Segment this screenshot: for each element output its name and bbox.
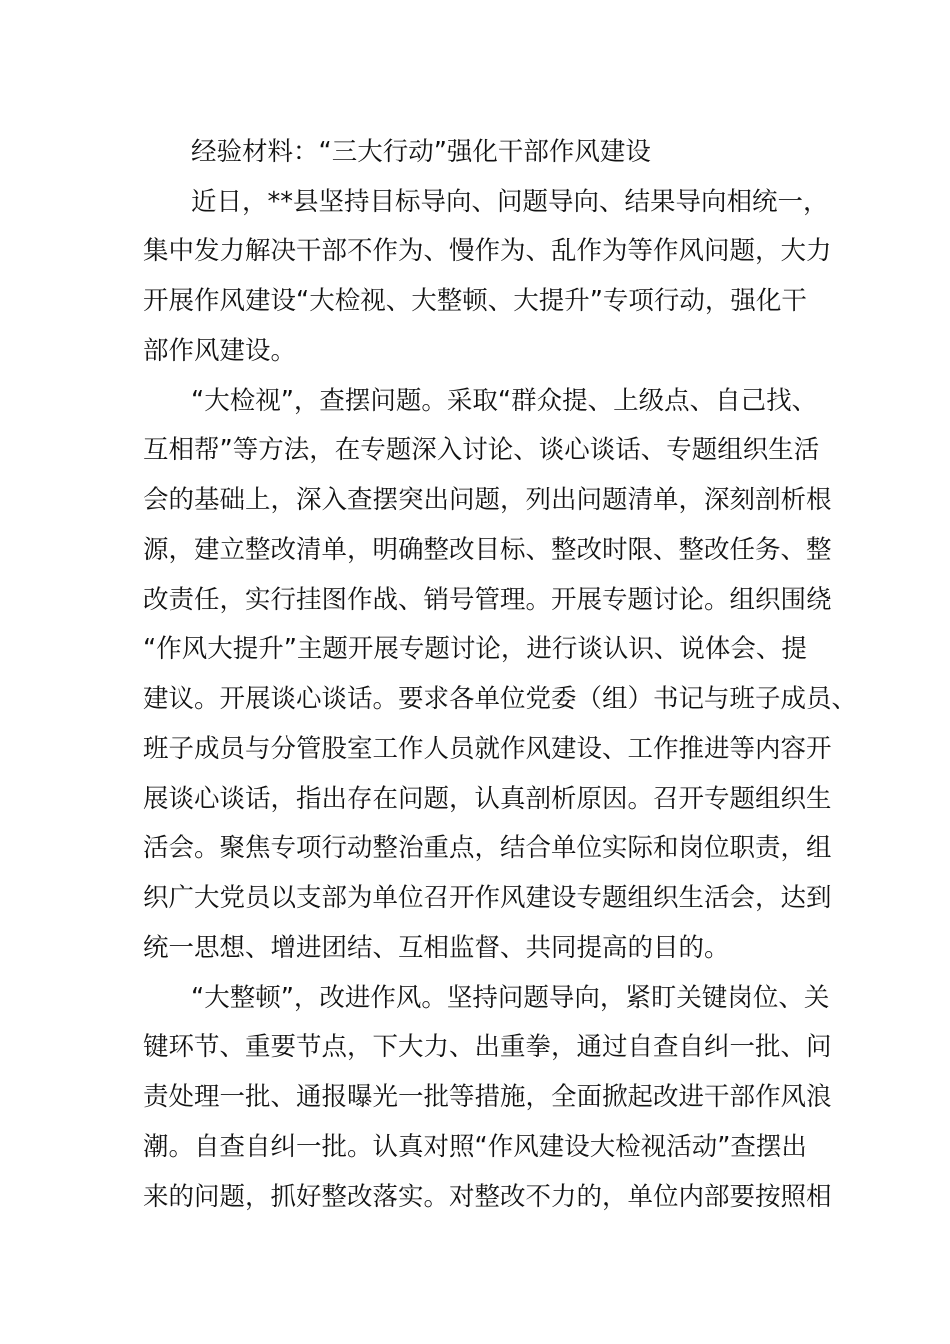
- paragraph-line: 潮。自查自纠一批。认真对照“作风建设大检视活动”查摆出: [143, 1132, 807, 1162]
- paragraph-line: 建议。开展谈心谈话。要求各单位党委（组）书记与班子成员、: [143, 684, 858, 714]
- paragraph-line: 改责任，实行挂图作战、销号管理。开展专题讨论。组织围绕: [143, 585, 832, 615]
- paragraph-line: 源，建立整改清单，明确整改目标、整改时限、整改任务、整: [143, 535, 832, 565]
- paragraph-line: 集中发力解决干部不作为、慢作为、乱作为等作风问题，大力: [143, 236, 832, 266]
- paragraph-line: 织广大党员以支部为单位召开作风建设专题组织生活会，达到: [143, 883, 832, 913]
- paragraph-line: 展谈心谈话，指出存在问题，认真剖析原因。召开专题组织生: [143, 784, 832, 814]
- paragraph-line: 互相帮”等方法，在专题深入讨论、谈心谈话、专题组织生活: [143, 435, 820, 465]
- paragraph-line: “作风大提升”主题开展专题讨论，进行谈认识、说体会、提: [143, 634, 807, 664]
- paragraph-line: 统一思想、增进团结、互相监督、共同提高的目的。: [143, 933, 730, 963]
- paragraph-line: “大整顿”，改进作风。坚持问题导向，紧盯关键岗位、关: [191, 983, 830, 1013]
- paragraph-line: 班子成员与分管股室工作人员就作风建设、工作推进等内容开: [143, 734, 832, 764]
- paragraph-line: 来的问题，抓好整改落实。对整改不力的，单位内部要按照相: [143, 1182, 832, 1212]
- paragraph-line: 部作风建设。: [143, 336, 297, 366]
- paragraph-line: 责处理一批、通报曝光一批等措施，全面掀起改进干部作风浪: [143, 1082, 832, 1112]
- paragraph-line: 近日，**县坚持目标导向、问题导向、结果导向相统一，: [191, 187, 829, 217]
- paragraph-line: “大检视”，查摆问题。采取“群众提、上级点、自己找、: [191, 386, 818, 416]
- document-title: 经验材料：“三大行动”强化干部作风建设: [191, 137, 651, 167]
- paragraph-line: 活会。聚焦专项行动整治重点，结合单位实际和岗位职责，组: [143, 833, 832, 863]
- paragraph-line: 键环节、重要节点，下大力、出重拳，通过自查自纠一批、问: [143, 1032, 832, 1062]
- paragraph-line: 会的基础上，深入查摆突出问题，列出问题清单，深刻剖析根: [143, 485, 832, 515]
- paragraph-line: 开展作风建设“大检视、大整顿、大提升”专项行动，强化干: [143, 286, 807, 316]
